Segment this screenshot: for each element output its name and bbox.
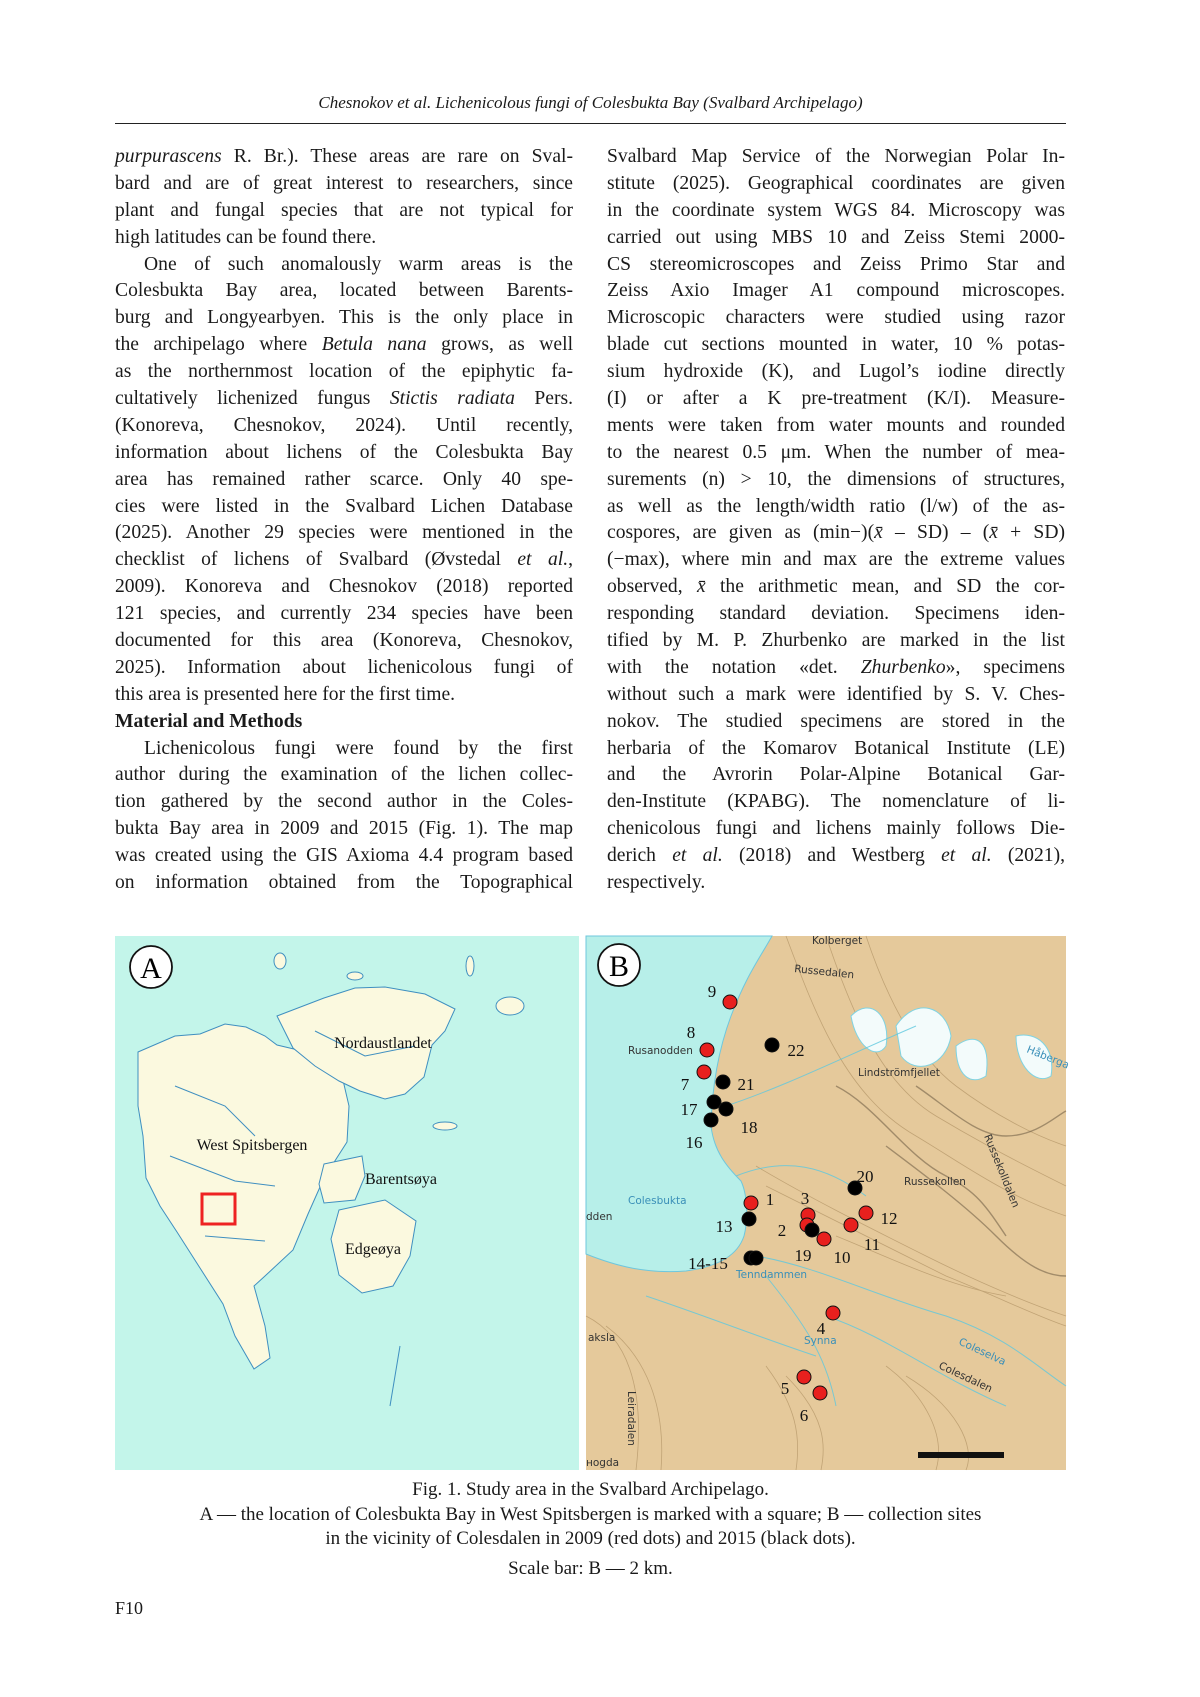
site-label: 19 [794, 1246, 812, 1265]
text-line [115, 171, 573, 198]
site-label: 3 [800, 1189, 810, 1208]
text-span: plant and fungal species that are not typical for [115, 199, 573, 221]
figure-caption-line-a: A — the location of Colesbukta Bay in West Spitsbergen is marked with a square; B — collection sites [199, 1504, 982, 1525]
text-span: , [568, 549, 574, 571]
place-name-coleselva: Coleselva [956, 1335, 1008, 1369]
italic-text: x̄ [989, 522, 998, 544]
text-span: observed, [607, 576, 697, 598]
right-column [607, 144, 1065, 897]
site-marker-2009 [744, 1196, 758, 1210]
site-marker-2009 [700, 1043, 714, 1057]
text-line [607, 144, 1065, 171]
italic-text: x̄ [696, 576, 706, 598]
place-name-colesdalen: Colesdalen [936, 1359, 995, 1396]
text-span: derich [607, 845, 673, 867]
text-span: Svalbard Map Service of the Norwegian Polar In- [607, 146, 1065, 167]
text-line [115, 413, 573, 440]
site-label: 11 [863, 1235, 881, 1254]
page-number: F10 [115, 1598, 144, 1618]
text-line [607, 225, 1065, 252]
text-line [115, 682, 573, 709]
map-a-svalbard [115, 936, 579, 1470]
place-name-aksla: aksla [588, 1332, 616, 1344]
italic-text: purpurascens [115, 146, 222, 167]
text-line [115, 252, 573, 279]
text-span: grows, as well [426, 334, 574, 356]
site-marker-2009 [826, 1306, 840, 1320]
text-span: (I) or after a K pre-treatment (K/I). Measure- [607, 388, 1065, 410]
site-label: 6 [799, 1406, 809, 1425]
text-line [607, 494, 1065, 521]
text-span: (Konoreva, Chesnokov, 2024). Until recently, [115, 414, 573, 436]
text-span: ments were taken from water mounts and rounded [607, 414, 1065, 436]
place-name-tenndammen: Tenndammen [736, 1269, 808, 1281]
text-line [607, 332, 1065, 359]
scale-bar [918, 1452, 1004, 1458]
text-line [115, 386, 573, 413]
place-name-rusanodden: Rusanodden [628, 1045, 693, 1057]
site-label: 13 [715, 1217, 733, 1236]
place-name-haberga: Håberga [1024, 1043, 1071, 1072]
place-name-russedalen: Russedalen [793, 963, 855, 982]
text-line [607, 709, 1065, 736]
site-marker-2009 [859, 1206, 873, 1220]
left-column [115, 144, 573, 897]
text-span: bukta Bay area in 2009 and 2015 (Fig. 1). The map [115, 818, 573, 840]
site-marker-2015 [765, 1038, 779, 1052]
text-span: stitute (2025). Geographical coordinates are given [607, 172, 1065, 194]
text-line [607, 843, 1065, 870]
site-marker-2015 [719, 1102, 733, 1116]
text-span: information about lichens of the Colesbukta Bay [115, 441, 573, 463]
text-span: tion gathered by the second author in the Coles- [115, 791, 573, 813]
section-heading: Material and Methods [115, 710, 303, 732]
text-span: responding standard deviation. Specimens iden- [607, 603, 1065, 625]
site-marker-2015 [704, 1113, 718, 1127]
text-line [115, 547, 573, 574]
text-span: (2021), [991, 845, 1065, 867]
text-line [607, 628, 1065, 655]
text-line [607, 736, 1065, 763]
text-line [115, 870, 573, 897]
text-line [115, 278, 573, 305]
italic-text: et al. [517, 549, 569, 571]
text-span: cospores, are given as (min−)( [607, 522, 875, 544]
text-span: herbaria of the Komarov Botanical Institute (LE) [607, 737, 1065, 759]
place-name-kolberget: Kolberget [812, 935, 863, 947]
italic-text: Stictis radiata [389, 388, 515, 410]
text-line [115, 789, 573, 816]
place-name-colesbukta: Colesbukta [628, 1195, 687, 1207]
site-label: 4 [816, 1319, 826, 1338]
text-line [607, 547, 1065, 574]
text-line [607, 413, 1065, 440]
site-marker-2009 [723, 995, 737, 1009]
text-span: cies were listed in the Svalbard Lichen Database [115, 495, 573, 517]
site-marker-2009 [844, 1218, 858, 1232]
text-span: Lichenicolous fungi were found by the first [144, 737, 573, 759]
text-line [607, 198, 1065, 225]
text-line [607, 171, 1065, 198]
text-line [115, 144, 573, 171]
text-line [115, 655, 573, 682]
site-label: 18 [740, 1118, 758, 1137]
text-line [607, 789, 1065, 816]
text-span: area has remained rather scarce. Only 40 spe- [115, 468, 573, 490]
site-label: 2 [777, 1221, 787, 1240]
text-span: 121 species, and currently 234 species have been [115, 603, 573, 625]
text-span: Microscopic characters were studied using razor [607, 307, 1065, 329]
site-label: 7 [680, 1075, 690, 1094]
text-span: (2018) and Westberg [722, 845, 942, 867]
text-line [115, 440, 573, 467]
site-label: 1 [765, 1190, 775, 1209]
site-label: 8 [686, 1023, 696, 1042]
text-line [115, 305, 573, 332]
text-span: chenicolous fungi and lichens mainly follows Die- [607, 818, 1065, 840]
text-line [115, 225, 573, 252]
place-name-leiradalen: Leiradalen [625, 1391, 637, 1446]
text-span: + SD) [997, 522, 1065, 544]
text-span: (−max), where min and max are the extreme values [607, 549, 1065, 571]
text-span: cultatively lichenized fungus [115, 388, 390, 410]
site-marker-2015 [716, 1075, 730, 1089]
text-line [607, 278, 1065, 305]
text-span: was created using the GIS Axioma 4.4 program based [115, 845, 573, 867]
text-span: den-Institute (KPABG). The nomenclature of li- [607, 791, 1065, 813]
text-line [115, 628, 573, 655]
site-marker-2015 [805, 1223, 819, 1237]
text-span: as the northernmost location of the epiphytic fa- [115, 361, 573, 383]
figure-caption-scale: Scale bar: B — 2 km. [508, 1558, 673, 1579]
place-name-lindstromfjellet: Lindströmfjellet [858, 1067, 940, 1079]
place-name-russekolldalen: Russekolldalen [981, 1132, 1022, 1210]
italic-text: Betula nana [321, 334, 427, 356]
text-span: R. Br.). These areas are rare on Sval- [221, 146, 573, 167]
label-barentsoya: Barentsøya [365, 1171, 437, 1188]
italic-text: et al. [941, 845, 992, 867]
figure-caption-title: Fig. 1. Study area in the Svalbard Archipelago. [412, 1479, 769, 1500]
site-label: 16 [685, 1133, 703, 1152]
text-span: », specimens [945, 656, 1065, 678]
text-line [607, 870, 1065, 897]
place-name-synna: Synna [804, 1335, 837, 1347]
site-label: 17 [680, 1100, 698, 1119]
header-rule [115, 123, 1066, 124]
text-span: in the coordinate system WGS 84. Microscopy was [607, 199, 1065, 221]
italic-text: et al. [672, 845, 723, 867]
text-span: One of such anomalously warm areas is the [144, 253, 573, 275]
site-label: 12 [880, 1209, 898, 1228]
text-line [115, 736, 573, 763]
text-line [115, 332, 573, 359]
site-label: 20 [856, 1167, 874, 1186]
place-name-dden: dden [586, 1211, 613, 1223]
text-line [607, 467, 1065, 494]
text-line [607, 655, 1065, 682]
site-label: 22 [787, 1041, 805, 1060]
text-line [115, 843, 573, 870]
site-label: 21 [737, 1075, 755, 1094]
text-line [607, 440, 1065, 467]
site-marker-2015 [749, 1251, 763, 1265]
site-marker-2009 [813, 1386, 827, 1400]
running-head: Chesnokov et al. Lichenicolous fungi of Colesbukta Bay (Svalbard Archipelago) [318, 93, 863, 112]
text-line [115, 198, 573, 225]
text-line [115, 574, 573, 601]
label-west-spitsbergen: West Spitsbergen [196, 1137, 308, 1154]
text-span: and the Avrorin Polar-Alpine Botanical Gar- [607, 764, 1065, 786]
text-span: Colesbukta Bay area, located between Barents- [115, 280, 573, 302]
site-marker-2009 [817, 1232, 831, 1246]
text-span: CS stereomicroscopes and Zeiss Primo Star and [607, 253, 1065, 275]
text-span: nokov. The studied specimens are stored in the [607, 710, 1065, 732]
site-label: 14-15 [688, 1254, 728, 1273]
map-b-colesdalen [586, 935, 1071, 1470]
place-name-hogda: ноgda [586, 1457, 620, 1469]
text-span: (2025). Another 29 species were mentioned in the [115, 522, 573, 544]
site-marker-2015 [742, 1212, 756, 1226]
text-span: 2025). Information about lichenicolous fungi of [115, 656, 573, 678]
text-span: the archipelago where [115, 334, 322, 356]
panel-label-a: A [140, 952, 162, 985]
figure-caption-line-b: in the vicinity of Colesdalen in 2009 (red dots) and 2015 (black dots). [325, 1528, 856, 1549]
text-span: to the nearest 0.5 μm. When the number of mea- [607, 441, 1065, 463]
text-span: documented for this area (Konoreva, Chesnokov, [115, 630, 573, 652]
text-span: – SD) – ( [882, 522, 990, 544]
place-name-russekollen: Russekollen [904, 1176, 966, 1188]
text-span: blade cut sections mounted in water, 10 % potas- [607, 334, 1065, 356]
text-line [115, 816, 573, 843]
text-span: bard and are of great interest to researchers, since [115, 172, 573, 194]
text-line [607, 305, 1065, 332]
site-label: 9 [707, 982, 717, 1001]
text-span: Zeiss Axio Imager A1 compound microscopes. [607, 280, 1065, 302]
text-line [115, 520, 573, 547]
text-span: this area is presented here for the first time. [115, 683, 456, 705]
text-line [115, 762, 573, 789]
text-span: carried out using MBS 10 and Zeiss Stemi 2000- [607, 226, 1065, 248]
site-marker-2009 [697, 1065, 711, 1079]
text-span: as well as the length/width ratio (l/w) of the as- [607, 495, 1065, 517]
text-line [607, 601, 1065, 628]
panel-label-b: B [608, 950, 630, 983]
text-line [607, 816, 1065, 843]
italic-text: Zhurbenko [860, 656, 946, 678]
text-span: sium hydroxide (K), and Lugol’s iodine directly [607, 361, 1065, 383]
text-span: checklist of lichens of Svalbard (Øvstedal [115, 549, 518, 571]
text-span: tified by M. P. Zhurbenko are marked in the list [607, 630, 1065, 652]
text-line [115, 467, 573, 494]
site-marker-2009 [797, 1370, 811, 1384]
text-line [115, 601, 573, 628]
text-line [115, 494, 573, 521]
italic-text: x̄ [874, 522, 883, 544]
text-span: on information obtained from the Topographical [115, 872, 573, 894]
text-line [115, 359, 573, 386]
text-span: respectively. [607, 872, 706, 894]
label-nordaustlandet: Nordaustlandet [334, 1035, 432, 1052]
label-edgeoya: Edgeøya [345, 1241, 401, 1258]
text-line [607, 574, 1065, 601]
text-line [607, 359, 1065, 386]
site-label: 10 [833, 1248, 851, 1267]
text-span: burg and Longyearbyen. This is the only place in [115, 307, 573, 329]
text-line [607, 520, 1065, 547]
text-span: without such a mark were identified by S. V. Ches- [607, 683, 1065, 705]
text-span: the arithmetic mean, and SD the cor- [705, 576, 1065, 598]
text-span: high latitudes can be found there. [115, 226, 377, 248]
text-span: surements (n) > 10, the dimensions of structures, [607, 468, 1065, 490]
text-span: with the notation «det. [607, 656, 861, 678]
text-line [607, 762, 1065, 789]
text-span: Pers. [514, 388, 574, 410]
site-label: 5 [780, 1379, 790, 1398]
text-line [607, 682, 1065, 709]
text-span: 2009). Konoreva and Chesnokov (2018) reported [115, 576, 573, 598]
text-line [607, 386, 1065, 413]
text-span: author during the examination of the lichen collec- [115, 764, 573, 786]
text-line [607, 252, 1065, 279]
